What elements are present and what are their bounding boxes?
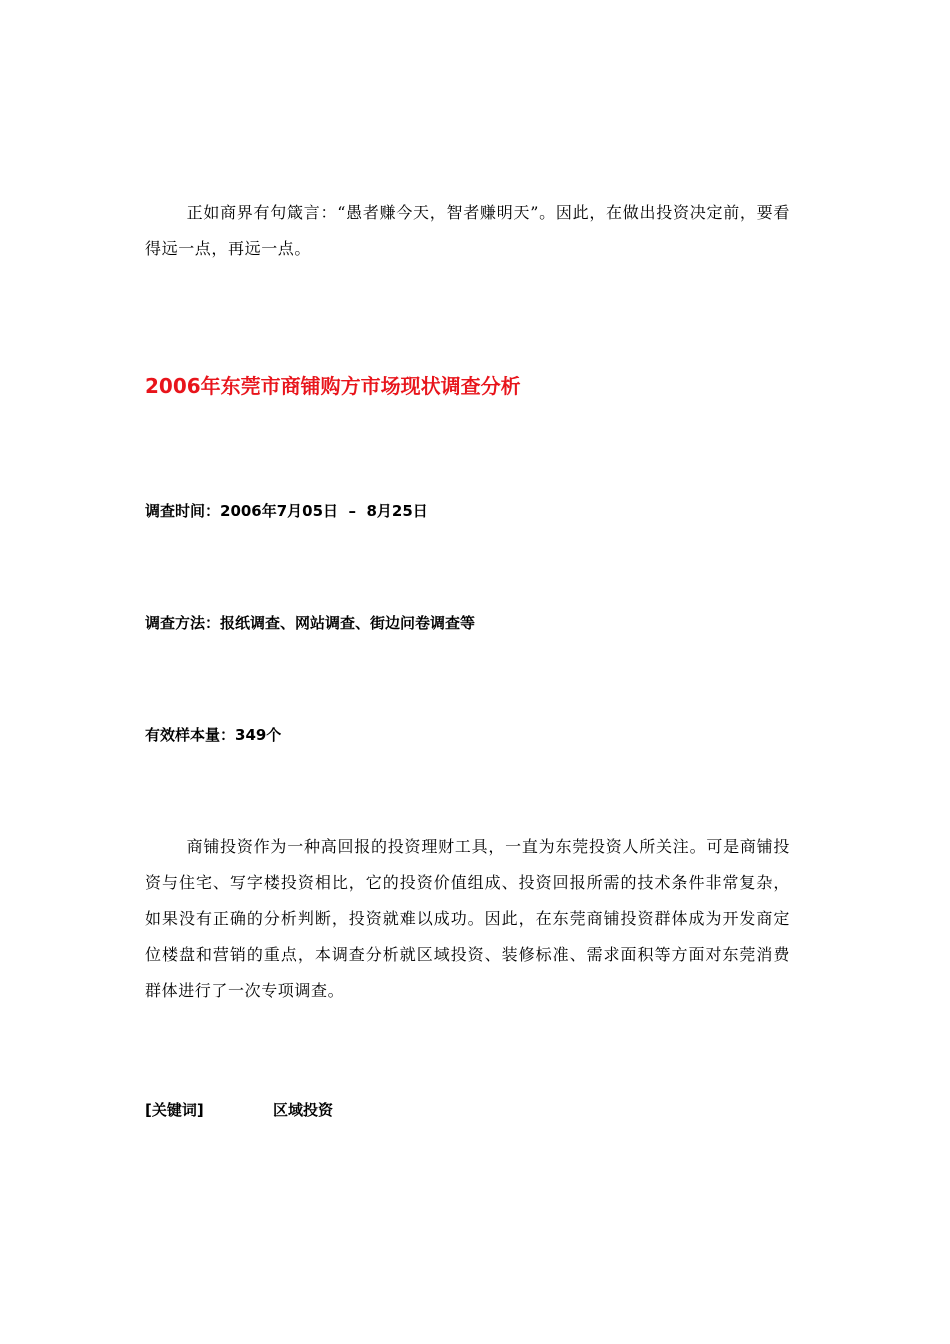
keywords-row <box>145 1098 790 1122</box>
keywords-value: 区域投资 <box>273 1101 334 1119</box>
intro-paragraph: 正如商界有句箴言：“愚者赚今天，智者赚明天”。因此，在做出投资决定前，要看得远一点，再远一点。 <box>145 203 790 258</box>
survey-time-section <box>145 499 790 523</box>
body-paragraph: 商铺投资作为一种高回报的投资理财工具，一直为东莞投资人所关注。可是商铺投资与住宅、写字楼投资相比，它的投资价值组成、投资回报所需的技术条件非常复杂，如果没有正确的分析判断，投资就难以成功。因此，在东莞商铺投资群体成为开发商定位楼盘和营销的重点，本调查分析就区域投资、装修标准、需求面积等方面对东莞消费群体进行了一次专项调查。 <box>145 837 790 1000</box>
keywords-section <box>145 1098 790 1122</box>
report-title: 2006年东莞市商铺购方市场现状调查分析 <box>145 374 521 398</box>
intro-section <box>145 195 790 267</box>
survey-method: 调查方法：报纸调查、网站调查、街边问卷调查等 <box>145 614 476 632</box>
sample-size: 有效样本量：349个 <box>145 726 282 744</box>
report-title-section <box>145 372 790 400</box>
keywords-label: [关键词] <box>145 1101 204 1119</box>
survey-method-section <box>145 611 790 635</box>
survey-time: 调查时间：2006年7月05日 – 8月25日 <box>145 502 428 520</box>
body-section <box>145 829 790 1009</box>
sample-size-section <box>145 723 790 747</box>
